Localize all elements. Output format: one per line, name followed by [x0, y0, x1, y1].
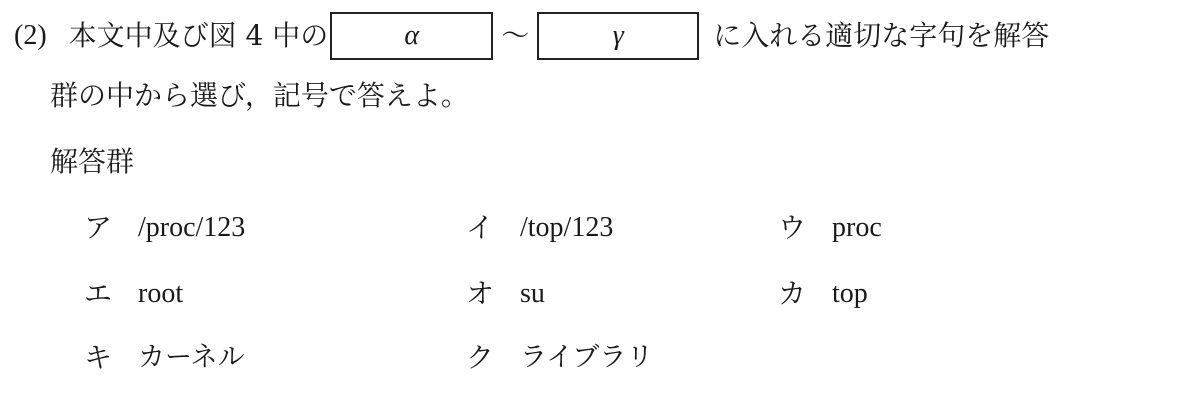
- range-separator: ～: [501, 19, 530, 52]
- choice-value: su: [520, 278, 545, 309]
- choice-e: [84, 276, 183, 312]
- choice-mark: エ: [84, 277, 113, 310]
- choice-value: /top/123: [520, 212, 614, 243]
- choice-mark: ク: [466, 341, 495, 374]
- answer-group-label: 解答群: [50, 145, 135, 178]
- choice-ku: [466, 340, 653, 376]
- choice-mark: ウ: [778, 211, 807, 244]
- choice-u: [778, 210, 882, 246]
- question-continuation: 群の中から選び，記号で答えよ。: [50, 79, 469, 112]
- choice-value: /proc/123: [138, 212, 246, 243]
- choice-a: [84, 210, 245, 246]
- choice-i: [466, 210, 613, 246]
- choice-value: proc: [832, 212, 882, 243]
- question-line: [14, 12, 1049, 60]
- choice-mark: ア: [84, 211, 113, 244]
- choice-mark: オ: [466, 277, 495, 310]
- choice-ka: [778, 276, 868, 312]
- choice-o: [466, 276, 545, 312]
- choice-mark: キ: [84, 341, 113, 374]
- blank-gamma-box: γ: [537, 12, 699, 60]
- choice-value: root: [138, 278, 184, 309]
- choice-mark: カ: [778, 277, 807, 310]
- question-text-after: に入れる適切な字句を解答: [713, 19, 1050, 52]
- choice-value: カーネル: [138, 342, 245, 373]
- choice-value: ライブラリ: [520, 342, 654, 373]
- choice-mark: イ: [466, 211, 495, 244]
- choice-ki: [84, 340, 245, 376]
- choice-value: top: [832, 278, 868, 309]
- question-text-before: 本文中及び図 4 中の: [68, 19, 329, 52]
- question-number: (2): [14, 20, 47, 51]
- blank-alpha-box: α: [330, 12, 493, 60]
